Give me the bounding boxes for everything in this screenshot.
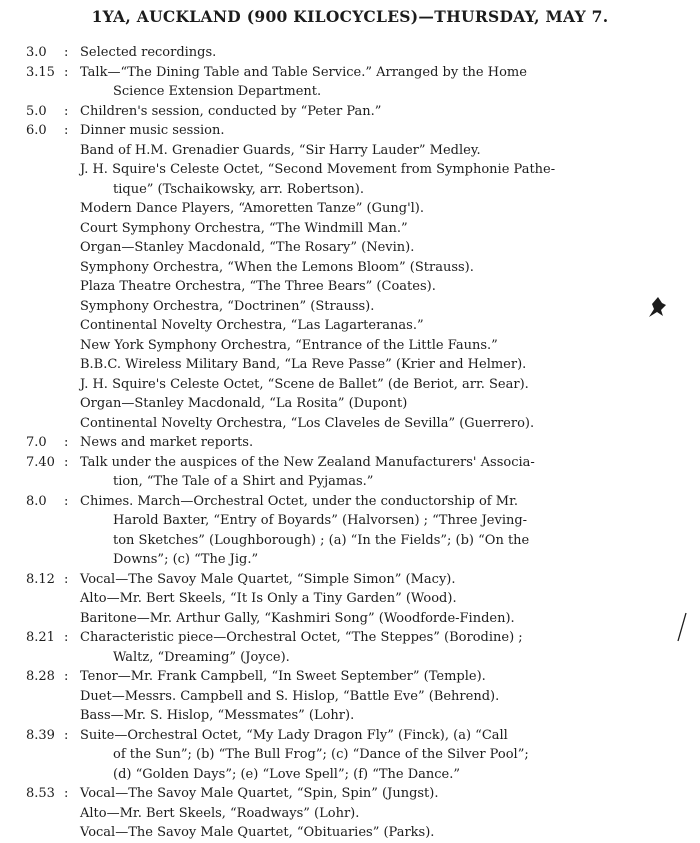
ink-blot-mark <box>646 295 668 319</box>
entry-line: J. H. Squire's Celeste Octet, “Second Movement from Symphonie Pathe- <box>80 162 556 177</box>
time-separator: : <box>64 64 69 80</box>
entry-line: Talk—“The Dining Table and Table Service.” Arranged by the Home <box>80 64 527 80</box>
entry-time: 8.0 <box>26 493 47 509</box>
entry-time: 8.12 <box>26 571 55 587</box>
time-separator: : <box>64 454 69 470</box>
entry-line: tion, “The Tale of a Shirt and Pyjamas.” <box>113 474 374 489</box>
entry-text <box>80 102 680 122</box>
entry-line: Organ—Stanley Macdonald, “The Rosary” (Nevin). <box>80 240 415 255</box>
time-separator: : <box>64 123 69 138</box>
entry-time: 5.0 <box>26 103 47 119</box>
entry-line: New York Symphony Orchestra, “Entrance of the Little Fauns.” <box>80 337 498 353</box>
entry-line: Downs”; (c) “The Jig.” <box>113 552 259 567</box>
entry-line: Baritone—Mr. Arthur Gally, “Kashmiri Song” (Woodforde-Finden). <box>80 610 515 626</box>
time-separator: : <box>64 493 69 509</box>
entry-time: 6.0 <box>26 123 47 138</box>
entry-line: Court Symphony Orchestra, “The Windmill Man.” <box>80 220 408 236</box>
entry-line: ton Sketches” (Loughborough) ; (a) “In the Fields”; (b) “On the <box>113 532 530 548</box>
time-separator: : <box>64 727 69 743</box>
entry-line: Selected recordings. <box>80 45 217 60</box>
entry-line: Plaza Theatre Orchestra, “The Three Bears” (Coates). <box>80 279 436 294</box>
entry-line: Duet—Messrs. Campbell and S. Hislop, “Battle Eve” (Behrend). <box>80 688 500 704</box>
entry-line: Vocal—The Savoy Male Quartet, “Simple Simon” (Macy). <box>80 571 456 587</box>
entry-line: Dinner music session. <box>80 123 225 138</box>
time-separator: : <box>64 571 69 587</box>
entry-time: 3.15 <box>26 64 55 80</box>
entry-line: Talk under the auspices of the New Zealand Manufacturers' Associa- <box>80 454 535 470</box>
entry-line: Children's session, conducted by “Peter Pan.” <box>80 103 382 119</box>
entry-line: Alto—Mr. Bert Skeels, “It Is Only a Tiny Garden” (Wood). <box>80 591 457 606</box>
entry-text <box>80 43 680 63</box>
entry-text <box>80 453 680 492</box>
entry-line: Continental Novelty Orchestra, “Las Lagarteranas.” <box>80 318 424 333</box>
entry-line: (d) “Golden Days”; (e) “Love Spell”; (f) “The Dance.” <box>113 766 461 782</box>
entry-line: Symphony Orchestra, “Doctrinen” (Strauss). <box>80 298 375 314</box>
entry-line: Modern Dance Players, “Amoretten Tanze” (Gung'l). <box>80 201 424 216</box>
entry-text <box>80 121 680 433</box>
ink-stroke-mark <box>676 612 688 642</box>
entry-text <box>80 570 680 629</box>
entry-time: 8.21 <box>26 630 55 645</box>
entry-time: 8.28 <box>26 669 55 684</box>
entry-text <box>80 726 680 785</box>
entry-text <box>80 667 680 726</box>
entry-line: Tenor—Mr. Frank Campbell, “In Sweet September” (Temple). <box>80 669 486 684</box>
entry-line: Symphony Orchestra, “When the Lemons Bloom” (Strauss). <box>80 259 474 275</box>
entry-line: Suite—Orchestral Octet, “My Lady Dragon Fly” (Finck), (a) “Call <box>80 727 508 743</box>
entry-line: Harold Baxter, “Entry of Boyards” (Halvorsen) ; “Three Jeving- <box>113 513 528 528</box>
time-separator: : <box>64 103 69 119</box>
entry-text <box>80 492 680 570</box>
entry-line: Organ—Stanley Macdonald, “La Rosita” (Dupont) <box>80 396 408 411</box>
entry-line: Alto—Mr. Bert Skeels, “Roadways” (Lohr). <box>80 805 360 821</box>
entry-line: Band of H.M. Grenadier Guards, “Sir Harry Lauder” Medley. <box>80 142 481 158</box>
entry-line: News and market reports. <box>80 435 254 450</box>
entry-text <box>80 784 680 843</box>
entry-text <box>80 433 680 453</box>
entry-line: B.B.C. Wireless Military Band, “La Reve Passe” (Krier and Helmer). <box>80 357 527 372</box>
entry-line: Vocal—The Savoy Male Quartet, “Spin, Spin” (Jungst). <box>80 786 439 801</box>
entry-line: J. H. Squire's Celeste Octet, “Scene de Ballet” (de Beriot, arr. Sear). <box>80 376 529 392</box>
entry-line: Vocal—The Savoy Male Quartet, “Obituaries” (Parks). <box>80 825 435 840</box>
entry-time: 7.40 <box>26 454 55 470</box>
entry-text <box>80 63 680 102</box>
entry-time: 7.0 <box>26 435 47 450</box>
entry-time: 8.53 <box>26 786 55 801</box>
time-separator: : <box>64 630 69 645</box>
entry-line: Science Extension Department. <box>113 84 322 99</box>
entry-line: of the Sun”; (b) “The Bull Frog”; (c) “Dance of the Silver Pool”; <box>113 747 529 762</box>
entry-line: Characteristic piece—Orchestral Octet, “The Steppes” (Borodine) ; <box>80 630 523 645</box>
time-separator: : <box>64 45 69 60</box>
entry-line: Continental Novelty Orchestra, “Los Claveles de Sevilla” (Guerrero). <box>80 415 535 431</box>
entry-time: 8.39 <box>26 727 55 743</box>
entry-line: Waltz, “Dreaming” (Joyce). <box>113 649 290 665</box>
time-separator: : <box>64 669 69 684</box>
entry-time: 3.0 <box>26 45 47 60</box>
entry-line: Chimes. March—Orchestral Octet, under the conductorship of Mr. <box>80 493 518 509</box>
entry-line: Bass—Mr. S. Hislop, “Messmates” (Lohr). <box>80 708 355 723</box>
time-separator: : <box>64 435 69 450</box>
time-separator: : <box>64 786 69 801</box>
page-title: 1YA, AUCKLAND (900 KILOCYCLES)—THURSDAY, MAY 7. <box>91 7 609 26</box>
entry-line: tique” (Tschaikowsky, arr. Robertson). <box>113 181 364 197</box>
entry-text <box>80 628 680 667</box>
